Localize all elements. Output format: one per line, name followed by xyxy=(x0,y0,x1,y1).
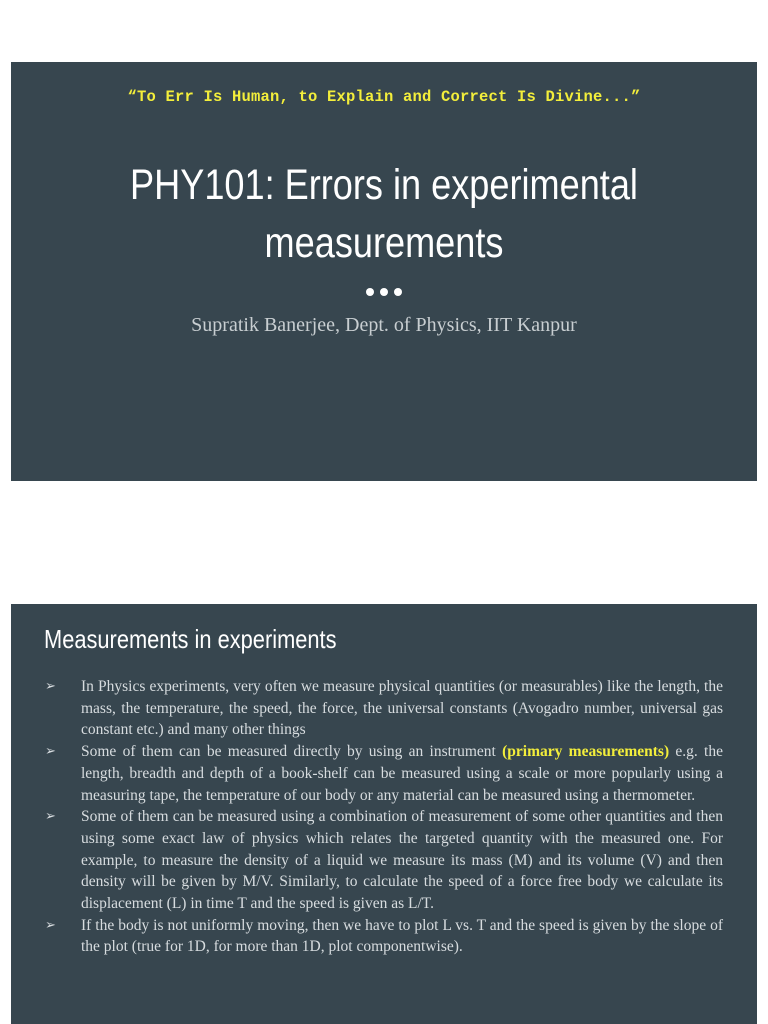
slide-title-line-2: measurements xyxy=(264,219,504,267)
bullet-text: In Physics experiments, very often we measure physical quantities (or measurables) like the length, the mass, the temperature, the speed, the force, the universal constants (Avogadro number, universal gas constant etc.) and many other things xyxy=(81,678,723,739)
dot-1 xyxy=(366,288,374,296)
title-slide xyxy=(11,62,757,481)
bullet-item-1 xyxy=(45,676,723,741)
dot-2 xyxy=(380,288,388,296)
slide-title-line-1: PHY101: Errors in experimental xyxy=(130,161,638,209)
arrowhead-bullet-icon: ➢ xyxy=(45,744,56,760)
dot-3 xyxy=(394,288,402,296)
bullet-text: Some of them can be measured using a combination of measurement of some other quantities and then using some exact law of physics which relates the targeted quantity with the measured one. For example, to measure the density of a liquid we measure its mass (M) and its volume (V) and then density will be given by M/V. Similarly, to calculate the speed of a force free body we calculate its displacement (L) in time T and the speed is given as L/T. xyxy=(81,808,723,913)
slide-heading: Measurements in experiments xyxy=(44,624,337,654)
arrowhead-bullet-icon: ➢ xyxy=(45,917,56,933)
bullet-text-before: Some of them can be measured directly by using an instrument xyxy=(81,743,503,761)
content-slide xyxy=(11,604,757,1024)
slide-title xyxy=(87,156,680,272)
highlighted-term: (primary measurements) xyxy=(502,743,670,761)
arrowhead-bullet-icon: ➢ xyxy=(45,809,56,825)
slide-subtitle: Supratik Banerjee, Dept. of Physics, IIT Kanpur xyxy=(191,314,577,336)
bullet-list xyxy=(45,676,723,958)
slide-quote: “To Err Is Human, to Explain and Correct Is Divine...” xyxy=(127,88,641,106)
bullet-text: If the body is not uniformly moving, then we have to plot L vs. T and the speed is given by the slope of the plot (true for 1D, for more than 1D, plot componentwise). xyxy=(81,916,723,956)
bullet-item-4 xyxy=(45,915,723,958)
ellipsis-dots-icon xyxy=(11,288,757,296)
bullet-item-3 xyxy=(45,806,723,915)
bullet-text-after: e.g. the length, breadth and depth of a book-shelf can be measured using a scale or more popularly using a measuring tape, the temperature of our body or any material can be measured using a thermometer. xyxy=(81,743,723,804)
bullet-item-2 xyxy=(45,741,723,806)
arrowhead-bullet-icon: ➢ xyxy=(45,679,56,694)
